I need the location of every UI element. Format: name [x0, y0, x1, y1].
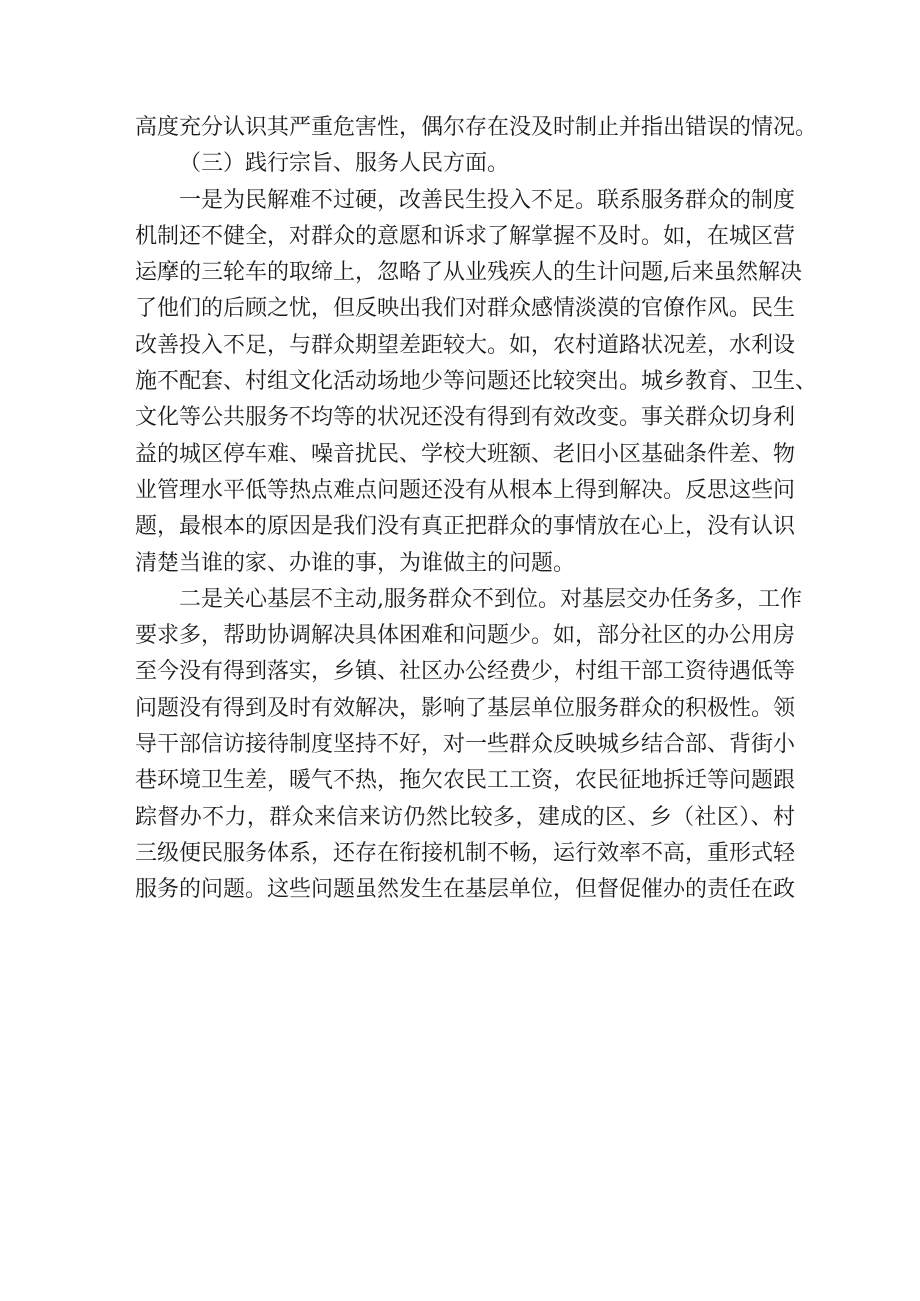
text-line: 导干部信访接待制度坚持不好，对一些群众反映城乡结合部、背街小: [135, 732, 796, 758]
text-line: 至今没有得到落实，乡镇、社区办公经费少，村组干部工资待遇低等: [135, 659, 796, 685]
text-line: 改善投入不足，与群众期望差距较大。如，农村道路状况差，水利设: [135, 332, 796, 358]
text-line: 了他们的后顾之忧，但反映出我们对群众感情淡漠的官僚作风。民生: [135, 296, 796, 322]
text-line: 服务的问题。这些问题虽然发生在基层单位，但督促催办的责任在政: [135, 877, 796, 903]
section-heading: （三）践行宗旨、服务人民方面。: [179, 151, 510, 177]
body-text: [135, 110, 818, 909]
text-line: 清楚当谁的家、办谁的事，为谁做主的问题。: [135, 550, 576, 576]
text-line: 益的城区停车难、噪音扰民、学校大班额、老旧小区基础条件差、物: [135, 441, 796, 467]
text-line: 运摩的三轮车的取缔上，忽略了从业残疾人的生计问题,后来虽然解决: [135, 260, 802, 286]
text-line: 踪督办不力，群众来信来访仍然比较多，建成的区、乡（社区）、村: [135, 804, 795, 830]
text-line: 问题没有得到及时有效解决，影响了基层单位服务群众的积极性。领: [135, 695, 796, 721]
text-line: 施不配套、村组文化活动场地少等问题还比较突出。城乡教育、卫生、: [135, 369, 818, 395]
text-line: 一是为民解难不过硬，改善民生投入不足。联系服务群众的制度: [179, 187, 796, 213]
text-line: 文化等公共服务不均等的状况还没有得到有效改变。事关群众切身利: [135, 405, 796, 431]
text-line: 业管理水平低等热点难点问题还没有从根本上得到解决。反思这些问: [135, 477, 796, 503]
text-line: 巷环境卫生差，暖气不热，拖欠农民工工资，农民征地拆迁等问题跟: [135, 768, 796, 794]
text-line: 要求多，帮助协调解决具体困难和问题少。如，部分社区的办公用房: [135, 623, 796, 649]
text-line: 二是关心基层不主动,服务群众不到位。对基层交办任务多，工作: [179, 586, 802, 612]
text-line: 题，最根本的原因是我们没有真正把群众的事情放在心上，没有认识: [135, 514, 796, 540]
text-line: 机制还不健全，对群众的意愿和诉求了解掌握不及时。如，在城区营: [135, 223, 796, 249]
text-line: 三级便民服务体系，还存在衔接机制不畅，运行效率不高，重形式轻: [135, 840, 796, 866]
text-line: 高度充分认识其严重危害性，偶尔存在没及时制止并指出错误的情况。: [135, 115, 818, 140]
